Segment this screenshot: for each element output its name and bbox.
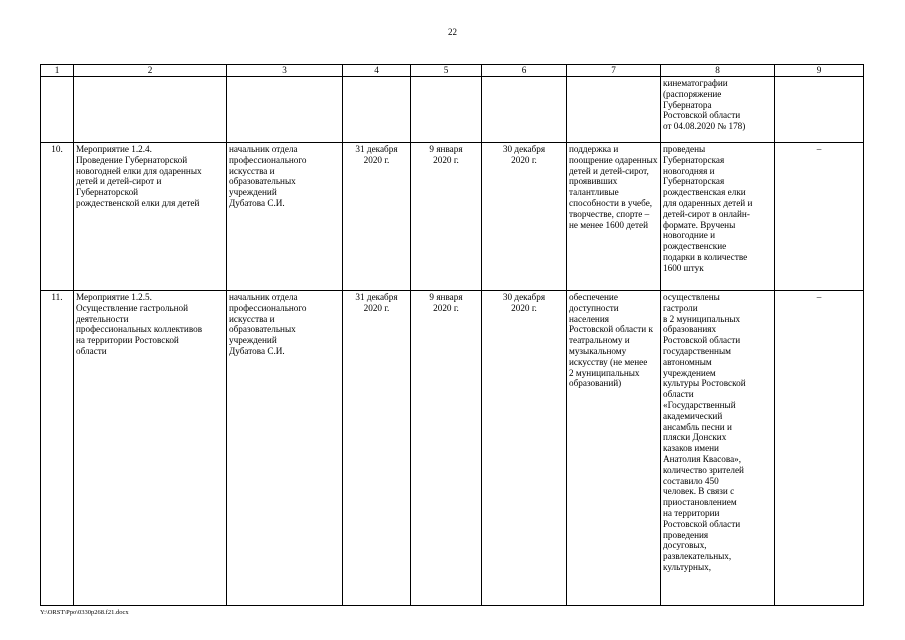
table-row — [41, 291, 864, 606]
table-cell — [567, 77, 661, 143]
end-date-cell: 30 декабря 2020 г. — [482, 291, 567, 606]
col9-cell: – — [775, 291, 864, 606]
column-number-cell: 4 — [343, 65, 411, 77]
expected-result-cell: обеспечение доступности населения Ростовской области к театральному и музыкальному искусству (не менее 2 муниципальных образований) — [567, 291, 661, 606]
continuation-row — [41, 77, 864, 143]
start-date-cell: 9 января 2020 г. — [411, 291, 482, 606]
plan-date-cell: 31 декабря 2020 г. — [343, 143, 411, 291]
file-path-footer: Y:\ORST\Ppo\0330p268.f21.docx — [40, 609, 129, 616]
actual-result-cell: проведены Губернаторская новогодняя и Губернаторская рождественская елки для одаренных детей и детей-сирот в онлайн- формате. Вручены новогодние и рождественские подарки в количестве 1600 штук — [661, 143, 775, 291]
col9-cell: – — [775, 143, 864, 291]
event-cell: Мероприятие 1.2.4. Проведение Губернаторской новогодней елки для одаренных детей и детей-сирот и Губернаторской рождественской елки для детей — [74, 143, 227, 291]
responsible-cell: начальник отдела профессионального искусства и образовательных учреждений Дубатова С.И. — [227, 143, 343, 291]
table-cell — [343, 77, 411, 143]
expected-result-cell: поддержка и поощрение одаренных детей и детей-сирот, проявивших талантливые способности в учебе, творчестве, спорте – не менее 1600 детей — [567, 143, 661, 291]
column-number-cell: 3 — [227, 65, 343, 77]
report-table — [40, 64, 864, 606]
page-number: 22 — [448, 27, 457, 37]
column-number-cell: 2 — [74, 65, 227, 77]
table-cell — [411, 77, 482, 143]
column-number-cell: 7 — [567, 65, 661, 77]
actual-result-cell: осуществлены гастроли в 2 муниципальных образованиях Ростовской области государственным автономным учреждением культуры Ростовской области «Государственный академический ансамбль песни и пляски Донских казаков имени Анатолия Квасова», количество зрителей составило 450 человек. В связи с приостановлением на территории Ростовской области проведения досуговых, развлекательных, культурных, — [661, 291, 775, 606]
column-number-cell: 9 — [775, 65, 864, 77]
table-cell — [41, 77, 74, 143]
table-cell — [227, 77, 343, 143]
start-date-cell: 9 января 2020 г. — [411, 143, 482, 291]
column-number-row — [41, 65, 864, 77]
table-cell — [74, 77, 227, 143]
column-number-cell: 8 — [661, 65, 775, 77]
plan-date-cell: 31 декабря 2020 г. — [343, 291, 411, 606]
column-number-cell: 5 — [411, 65, 482, 77]
table-cell — [482, 77, 567, 143]
event-cell: Мероприятие 1.2.5. Осуществление гастрольной деятельности профессиональных коллективов на территории Ростовской области — [74, 291, 227, 606]
responsible-cell: начальник отдела профессионального искусства и образовательных учреждений Дубатова С.И. — [227, 291, 343, 606]
row-number-cell: 10. — [41, 143, 74, 291]
table-row — [41, 143, 864, 291]
table-cell — [775, 77, 864, 143]
column-number-cell: 1 — [41, 65, 74, 77]
end-date-cell: 30 декабря 2020 г. — [482, 143, 567, 291]
column-number-cell: 6 — [482, 65, 567, 77]
actual-result-cell: кинематографии (распоряжение Губернатора Ростовской области от 04.08.2020 № 178) — [661, 77, 775, 143]
row-number-cell: 11. — [41, 291, 74, 606]
